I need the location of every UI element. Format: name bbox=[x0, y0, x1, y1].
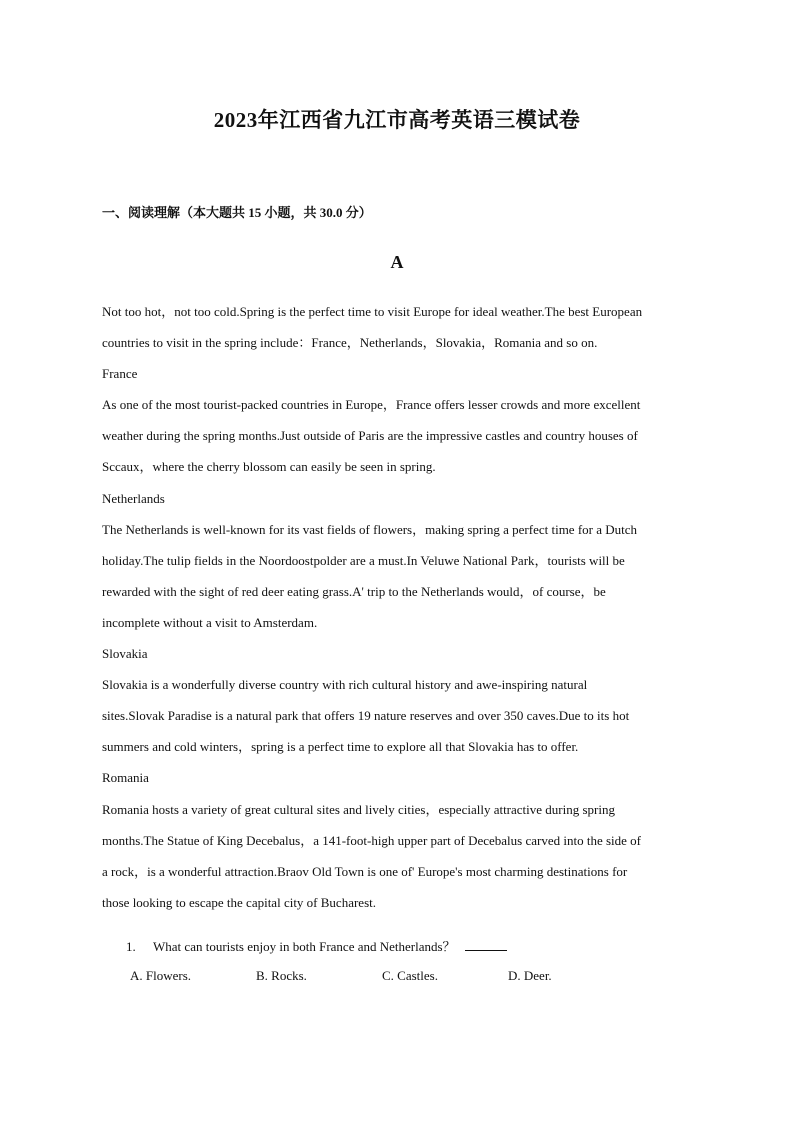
passage-label: A bbox=[390, 252, 404, 272]
passage-line: Not too hot，not too cold.Spring is the perfect time to visit Europe for ideal weather.The best European bbox=[102, 304, 643, 319]
answer-blank[interactable] bbox=[465, 938, 507, 951]
passage-line: As one of the most tourist-packed countries in Europe，France offers lesser crowds and more excellent bbox=[102, 397, 641, 413]
question-1 bbox=[126, 936, 507, 955]
passage-line: The Netherlands is well-known for its vast fields of flowers，making spring a perfect time for a Dutch bbox=[102, 521, 638, 537]
passage-line: Slovakia is a wonderfully diverse country with rich cultural history and awe-inspiring natural bbox=[102, 677, 588, 693]
section-heading-france: France bbox=[102, 366, 138, 382]
section-heading: 一、阅读理解（本大题共 15 小题，共 30.0 分） bbox=[102, 205, 372, 220]
passage-line: a rock，is a wonderful attraction.Braov Old Town is one of' Europe's most charming destinations for bbox=[102, 863, 628, 879]
option-b[interactable] bbox=[256, 968, 307, 984]
passage-line: incomplete without a visit to Amsterdam. bbox=[102, 614, 318, 630]
passage-line: sites.Slovak Paradise is a natural park that offers 19 nature reserves and over 350 caves.Due to its hot bbox=[102, 708, 630, 724]
passage-line: Sccaux，where the cherry blossom can easily be seen in spring. bbox=[102, 459, 436, 475]
section-heading-slovakia: Slovakia bbox=[102, 646, 148, 662]
passage-line: summers and cold winters，spring is a perfect time to explore all that Slovakia has to offer. bbox=[102, 739, 579, 755]
page-title: 2023年江西省九江市高考英语三模试卷 bbox=[213, 108, 581, 132]
option-text: Flowers. bbox=[145, 968, 192, 983]
option-text: Castles. bbox=[397, 968, 438, 983]
passage-body bbox=[102, 296, 692, 918]
option-letter: B. bbox=[256, 968, 268, 983]
option-letter: A. bbox=[130, 968, 143, 983]
option-c[interactable] bbox=[382, 968, 438, 984]
option-letter: D. bbox=[508, 968, 521, 983]
passage-line: months.The Statue of King Decebalus，a 141-foot-high upper part of Decebalus carved into the side of bbox=[102, 832, 641, 848]
option-text: Rocks. bbox=[271, 968, 307, 983]
passage-line: rewarded with the sight of red deer eating grass.A' trip to the Netherlands would，of course，be bbox=[102, 583, 606, 599]
passage-line: countries to visit in the spring include：France，Netherlands，Slovakia，Romania and so on. bbox=[102, 335, 598, 351]
section-heading-romania: Romania bbox=[102, 770, 149, 786]
option-text: Deer. bbox=[523, 968, 552, 983]
option-a[interactable] bbox=[130, 968, 191, 984]
passage-line: weather during the spring months.Just outside of Paris are the impressive castles and country houses of bbox=[102, 428, 638, 444]
section-heading-netherlands: Netherlands bbox=[102, 490, 165, 506]
question-text: What can tourists enjoy in both France and Netherlands？ bbox=[153, 939, 456, 954]
question-number: 1. bbox=[126, 939, 136, 954]
option-letter: C. bbox=[382, 968, 394, 983]
passage-line: Romania hosts a variety of great cultural sites and lively cities，especially attractive during spring bbox=[102, 801, 615, 817]
passage-line: holiday.The tulip fields in the Noordoostpolder are a must.In Veluwe National Park，tourists will be bbox=[102, 552, 625, 568]
passage-line: those looking to escape the capital city of Bucharest. bbox=[102, 894, 376, 910]
option-d[interactable] bbox=[508, 968, 552, 984]
